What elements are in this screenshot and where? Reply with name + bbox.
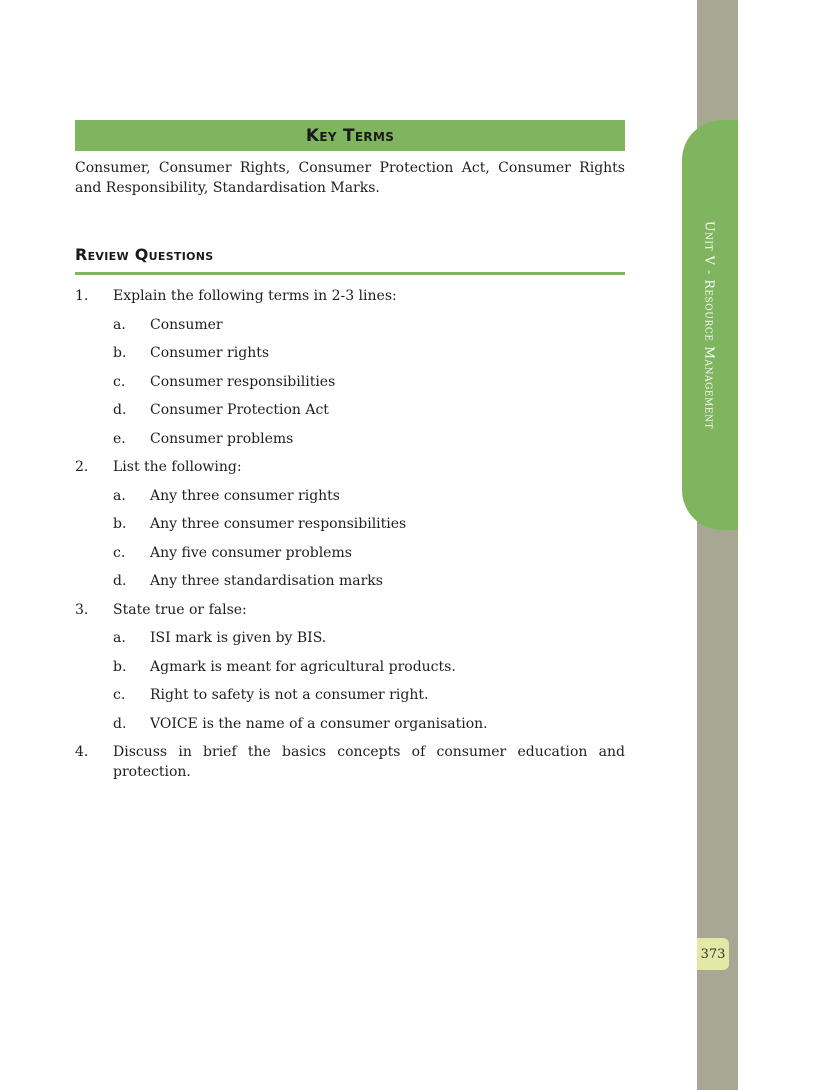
question-4	[75, 741, 625, 782]
list-item	[75, 570, 625, 599]
item-letter: d.	[113, 573, 127, 589]
item-text: Consumer problems	[150, 430, 294, 447]
item-text: Any three standardisation marks	[150, 573, 383, 589]
item-text: Consumer	[150, 316, 223, 333]
question-number: 3.	[75, 601, 89, 618]
question-number: 2.	[75, 459, 89, 475]
review-questions-title: Review Questions	[75, 245, 214, 264]
item-text: ISI mark is given by BIS.	[150, 630, 327, 646]
unit-label: Unit V - Resource Management	[702, 220, 718, 430]
item-text: Any three consumer responsibilities	[150, 516, 407, 532]
question-2	[75, 456, 625, 485]
item-text: Any five consumer problems	[150, 544, 352, 561]
question-text: Explain the following terms in 2-3 lines:	[113, 288, 397, 304]
item-text: Consumer responsibilities	[150, 373, 336, 390]
question-1	[75, 285, 625, 314]
question-3	[75, 599, 625, 628]
list-item	[75, 428, 625, 457]
item-letter: b.	[113, 516, 127, 532]
question-list	[75, 285, 625, 782]
item-letter: a.	[113, 316, 126, 333]
list-item	[75, 485, 625, 514]
page-number: 373	[697, 938, 729, 970]
list-item	[75, 371, 625, 400]
item-text: VOICE is the name of a consumer organisation.	[150, 715, 488, 732]
item-text: Consumer rights	[150, 345, 270, 361]
item-letter: d.	[113, 402, 127, 418]
list-item	[75, 627, 625, 656]
item-letter: c.	[113, 544, 126, 561]
item-letter: a.	[113, 487, 126, 504]
key-terms-text: Consumer, Consumer Rights, Consumer Protection Act, Consumer Rights and Responsibility, Standardisation Marks.	[75, 160, 625, 196]
list-item	[75, 542, 625, 571]
question-number: 4.	[75, 744, 89, 760]
item-letter: b.	[113, 658, 127, 675]
item-letter: a.	[113, 630, 126, 646]
list-item	[75, 713, 625, 742]
item-letter: d.	[113, 715, 127, 732]
item-letter: b.	[113, 345, 127, 361]
key-terms-title: Key Terms	[305, 125, 395, 146]
question-text: Discuss in brief the basics concepts of consumer education and protection.	[113, 744, 625, 780]
key-terms-header	[75, 120, 625, 151]
item-letter: c.	[113, 373, 126, 390]
list-item	[75, 513, 625, 542]
item-letter: c.	[113, 687, 126, 703]
item-text: Right to safety is not a consumer right.	[150, 687, 429, 703]
item-text: Consumer Protection Act	[150, 402, 329, 418]
item-text: Any three consumer rights	[150, 487, 340, 504]
question-number: 1.	[75, 288, 89, 304]
list-item	[75, 684, 625, 713]
list-item	[75, 656, 625, 685]
list-item	[75, 342, 625, 371]
question-text: List the following:	[113, 459, 242, 475]
review-divider	[75, 272, 625, 275]
list-item	[75, 314, 625, 343]
list-item	[75, 399, 625, 428]
item-letter: e.	[113, 430, 126, 447]
item-text: Agmark is meant for agricultural products.	[150, 658, 456, 675]
question-text: State true or false:	[113, 601, 247, 618]
